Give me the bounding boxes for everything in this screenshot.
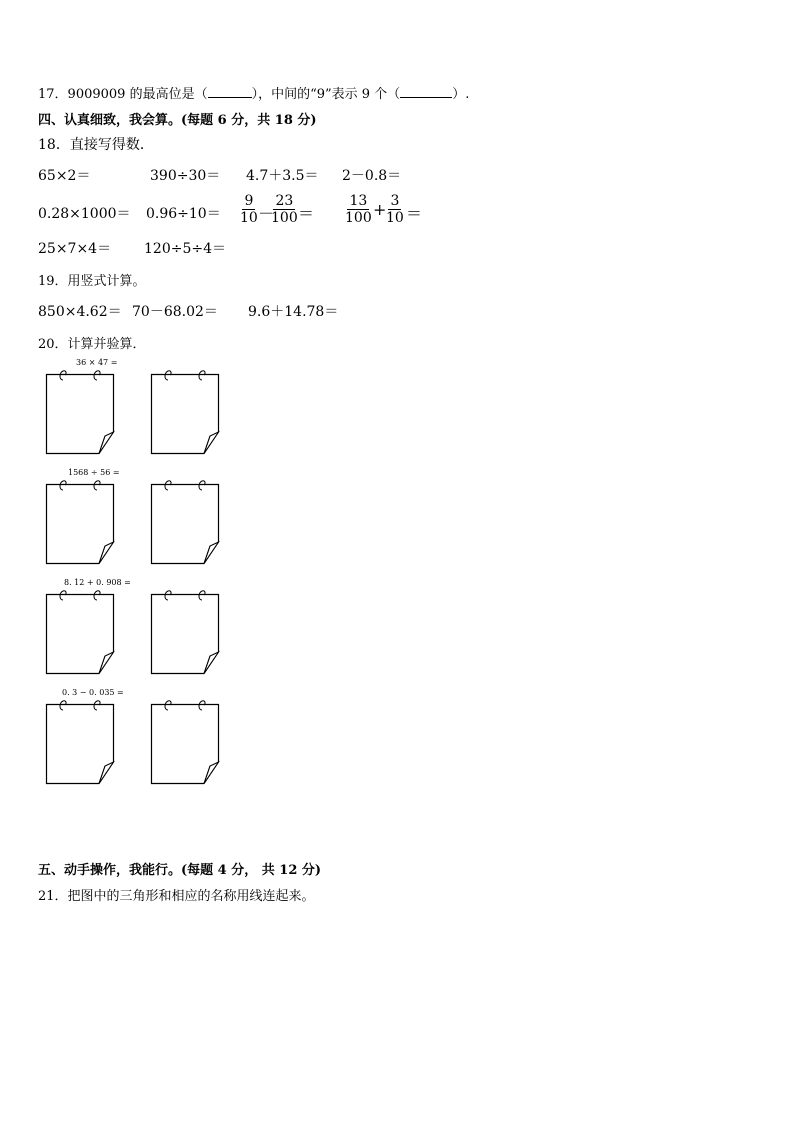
question-20-title: 20．计算并验算． (38, 337, 146, 352)
q18-expr-2: 390÷30＝ (150, 168, 221, 184)
question-17 (38, 83, 469, 102)
q18-expr-8: 120÷5÷4＝ (144, 241, 226, 257)
calculation-pad-1[interactable] (46, 374, 114, 454)
plus-sign: + (373, 200, 387, 219)
calculation-pad-4[interactable] (46, 704, 114, 784)
notepad-icon (151, 484, 219, 564)
q17-text-1: 17．9009009 的最高位是（ (38, 87, 208, 102)
fraction-numerator: 13 (349, 193, 368, 209)
notepad-icon (151, 594, 219, 674)
fraction-denominator: 10 (386, 210, 404, 226)
q17-text-3: ）. (452, 87, 470, 102)
verification-pad-2[interactable] (151, 484, 219, 564)
q18-expr-6: 0.96÷10＝ (146, 206, 221, 222)
fraction-numerator: 9 (244, 193, 254, 209)
section-4-heading: 四、认真细致，我会算。(每题 6 分，共 18 分) (38, 113, 317, 128)
notepad-icon (151, 374, 219, 454)
q18-expr-7: 25×7×4＝ (38, 241, 112, 257)
q19-expr-3: 9.6＋14.78＝ (248, 304, 339, 320)
question-21-title: 21．把图中的三角形和相应的名称用线连起来。 (38, 889, 315, 904)
q17-answer-blank-1[interactable] (208, 97, 252, 98)
minus-sign: － (258, 204, 275, 223)
question-19-title: 19．用竖式计算。 (38, 274, 146, 289)
equals-sign: ＝ (406, 204, 423, 223)
q18-expr-3: 4.7＋3.5＝ (246, 168, 319, 184)
fraction-13-100 (345, 193, 372, 226)
fraction-9-10 (240, 193, 258, 226)
section-5-heading: 五、动手操作，我能行。(每题 4 分， 共 12 分) (38, 863, 322, 878)
calculation-pad-3[interactable] (46, 594, 114, 674)
q20-problem-4: 0. 3 − 0. 035 = (62, 688, 124, 697)
question-18-title: 18．直接写得数． (38, 137, 154, 153)
notepad-icon (46, 594, 114, 674)
verification-pad-3[interactable] (151, 594, 219, 674)
notepad-icon (151, 704, 219, 784)
fraction-3-10 (386, 193, 404, 226)
q18-expr-4: 2－0.8＝ (342, 168, 402, 184)
q17-text-2: ），中间的“9”表示 9 个（ (251, 87, 401, 102)
calculation-pad-2[interactable] (46, 484, 114, 564)
q19-expr-2: 70－68.02＝ (132, 304, 218, 320)
q17-answer-blank-2[interactable] (400, 97, 452, 98)
notepad-icon (46, 374, 114, 454)
fraction-denominator: 10 (240, 210, 258, 226)
verification-pad-4[interactable] (151, 704, 219, 784)
equals-sign: ＝ (298, 204, 315, 223)
notepad-icon (46, 704, 114, 784)
q18-expr-5: 0.28×1000＝ (38, 206, 131, 222)
q19-expr-1: 850×4.62＝ (38, 304, 122, 320)
q20-problem-2: 1568 ÷ 56 = (68, 468, 120, 477)
notepad-icon (46, 484, 114, 564)
fraction-denominator: 100 (345, 210, 372, 226)
q20-problem-1: 36 × 47 = (76, 358, 118, 367)
fraction-denominator: 100 (271, 210, 298, 226)
fraction-numerator: 23 (275, 193, 294, 209)
fraction-numerator: 3 (390, 193, 400, 209)
q18-expr-1: 65×2＝ (38, 168, 91, 184)
q20-problem-3: 8. 12 + 0. 908 = (64, 578, 131, 587)
fraction-23-100 (271, 193, 298, 226)
verification-pad-1[interactable] (151, 374, 219, 454)
